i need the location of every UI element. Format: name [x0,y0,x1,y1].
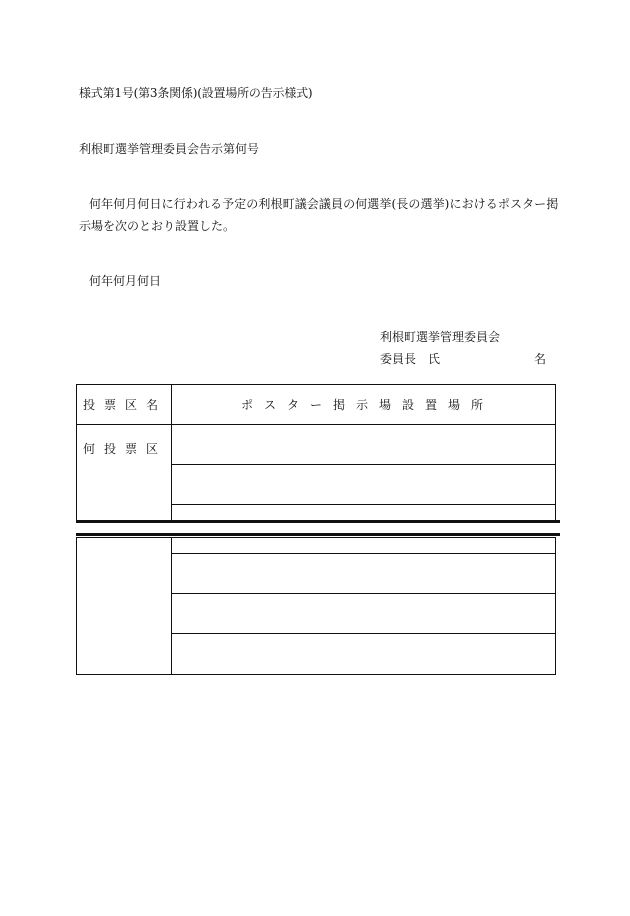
header-row-divider [77,424,555,425]
table-break-line [76,533,560,536]
location-table-top [76,384,556,523]
chair-title: 委員長 氏 [380,352,441,366]
notice-number: 利根町選挙管理委員会告示第何号 [79,142,260,156]
row-divider [171,553,555,554]
header-location: ポスター掲示場設置場所 [241,398,495,412]
column-divider [171,385,172,522]
row-divider [171,464,555,465]
row-divider [171,593,555,594]
form-header: 様式第1号(第3条関係)(設置場所の告示様式) [79,86,313,100]
location-table-bottom [76,537,556,675]
table-break-line [76,520,560,523]
notice-body-line-1: 何年何月何日に行われる予定の利根町議会議員の何選挙(長の選挙)におけるポスター掲 [89,197,559,211]
notice-date: 何年何月何日 [89,274,162,288]
chair-name-suffix: 名 [534,352,547,366]
committee-name: 利根町選挙管理委員会 [380,330,501,344]
row-divider [171,633,555,634]
column-divider [171,538,172,674]
district-cell: 何投票区 [83,442,168,456]
notice-body-line-2: 示場を次のとおり設置した。 [79,219,236,233]
header-district: 投票区名 [83,398,168,412]
row-divider [171,504,555,505]
